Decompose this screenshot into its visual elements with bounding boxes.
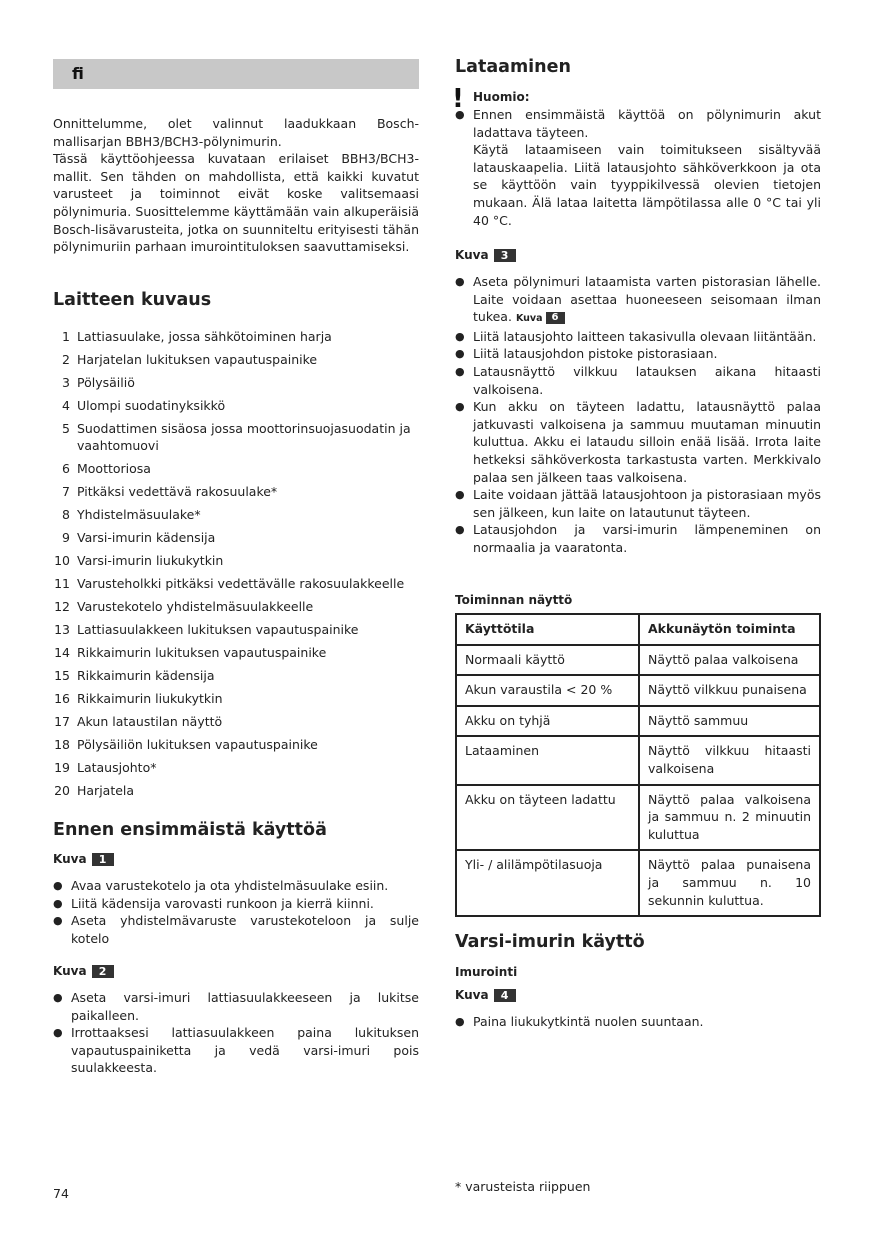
part-label: Pölysäiliö xyxy=(77,375,135,390)
part-number: 5 xyxy=(62,421,70,436)
mode-cell: Normaali käyttö xyxy=(456,645,639,676)
table-row xyxy=(456,675,820,706)
list-item: ● Laite voidaan jättää latausjohtoon ja pistorasiaan myös sen jälkeen, kun laite on latautunut täyteen. xyxy=(455,486,821,521)
figure-number: 2 xyxy=(92,965,114,978)
part-label: Rikkaimurin lukituksen vapautuspainike xyxy=(77,645,327,660)
list-item: ● Latausjohdon ja varsi-imurin lämpeneminen on normaalia ja vaaratonta. xyxy=(455,521,821,556)
figure-ref-1 xyxy=(53,852,114,866)
column-header: Käyttötila xyxy=(456,614,639,645)
fig1-bullet-list xyxy=(53,877,419,947)
usage-bullet-list xyxy=(455,1013,821,1031)
list-item xyxy=(455,106,821,229)
part-number: 15 xyxy=(54,668,70,683)
table-row xyxy=(456,736,820,784)
part-label: Moottoriosa xyxy=(77,461,151,476)
part-number: 2 xyxy=(62,352,70,367)
list-item: ● Liitä kädensija varovasti runkoon ja kierrä kiinni. xyxy=(53,895,419,913)
part-number: 20 xyxy=(54,783,70,798)
figure-label: Kuva xyxy=(53,852,87,866)
part-number: 13 xyxy=(54,622,70,637)
charging-bullet-list xyxy=(455,273,821,557)
figure-label: Kuva xyxy=(515,313,543,325)
indicator-cell: Näyttö vilkkuu punaisena xyxy=(639,675,820,706)
figure-number: 1 xyxy=(92,853,114,866)
part-label: Yhdistelmäsuulake* xyxy=(77,507,201,522)
list-item xyxy=(455,273,821,328)
part-number: 18 xyxy=(54,737,70,752)
indicator-cell: Näyttö palaa punaisena ja sammuu n. 10 sekunnin kuluttua. xyxy=(639,850,820,916)
part-item xyxy=(53,460,419,477)
part-label: Lattiasuulakkeen lukituksen vapautuspainike xyxy=(77,622,359,637)
part-label: Pitkäksi vedettävä rakosuulake* xyxy=(77,484,278,499)
first-use-heading: Ennen ensimmäistä käyttöä xyxy=(53,820,327,840)
part-item xyxy=(53,736,419,753)
part-item xyxy=(53,598,419,615)
part-number: 19 xyxy=(54,760,70,775)
indicator-cell: Näyttö sammuu xyxy=(639,706,820,737)
usage-subheading: Imurointi xyxy=(455,965,518,979)
figure-number: 4 xyxy=(494,989,516,1002)
language-code: fi xyxy=(72,64,84,83)
language-bar xyxy=(53,59,419,89)
page-number: 74 xyxy=(53,1186,69,1201)
mode-cell: Lataaminen xyxy=(456,736,639,784)
part-item xyxy=(53,420,419,454)
part-label: Rikkaimurin liukukytkin xyxy=(77,691,223,706)
indicator-cell: Näyttö palaa valkoisena xyxy=(639,645,820,676)
indicator-cell: Näyttö palaa valkoisena ja sammuu n. 2 minuutin kuluttua xyxy=(639,785,820,851)
fig2-bullet-list xyxy=(53,989,419,1077)
part-item xyxy=(53,690,419,707)
part-item xyxy=(53,552,419,569)
description-heading: Laitteen kuvaus xyxy=(53,290,212,310)
note-label: Huomio: xyxy=(473,90,530,104)
mode-cell: Yli- / alilämpötilasuoja xyxy=(456,850,639,916)
list-item: ● Aseta yhdistelmävaruste varustekoteloon ja sulje kotelo xyxy=(53,912,419,947)
part-label: Pölysäiliön lukituksen vapautuspainike xyxy=(77,737,318,752)
part-item xyxy=(53,506,419,523)
figure-number: 6 xyxy=(546,312,565,324)
figure-ref-2 xyxy=(53,964,114,978)
table-caption: Toiminnan näyttö xyxy=(455,593,573,607)
list-item: ● Irrottaaksesi lattiasuulakkeen paina lukituksen vapautuspainiketta ja vedä varsi-imuri pois suulakkeesta. xyxy=(53,1024,419,1077)
list-item: ● Paina liukukytkintä nuolen suuntaan. xyxy=(455,1013,821,1031)
part-number: 17 xyxy=(54,714,70,729)
list-item: ● Kun akku on täyteen ladattu, latausnäyttö palaa jatkuvasti valkoisena ja sammuu muutaman minuutin kuluttua. Akku ei lataudu silloin enää lisää. Irrota laite hetkeksi sähköverkosta tarkastusta varten. Merkkivalo palaa sen jälkeen taas valkoisena. xyxy=(455,398,821,486)
part-number: 6 xyxy=(62,461,70,476)
footnote: * varusteista riippuen xyxy=(455,1179,591,1194)
mode-cell: Akku on täyteen ladattu xyxy=(456,785,639,851)
part-label: Suodattimen sisäosa jossa moottorinsuojasuodatin ja vaahtomuovi xyxy=(77,421,411,453)
usage-heading: Varsi-imurin käyttö xyxy=(455,932,645,952)
part-item xyxy=(53,575,419,592)
column-header: Akkunäytön toiminta xyxy=(639,614,820,645)
part-label: Akun lataustilan näyttö xyxy=(77,714,223,729)
part-label: Varsi-imurin liukukytkin xyxy=(77,553,224,568)
exclamation-icon: ! xyxy=(452,84,464,114)
part-label: Harjatela xyxy=(77,783,135,798)
part-item xyxy=(53,759,419,776)
part-label: Harjatelan lukituksen vapautuspainike xyxy=(77,352,318,367)
table-header-row xyxy=(456,614,820,645)
list-item: ● Liitä latausjohdon pistoke pistorasiaan. xyxy=(455,345,821,363)
part-number: 9 xyxy=(62,530,70,545)
part-number: 7 xyxy=(62,484,70,499)
part-number: 12 xyxy=(54,599,70,614)
indicator-cell: Näyttö vilkkuu hitaasti valkoisena xyxy=(639,736,820,784)
part-label: Varusteholkki pitkäksi vedettävälle rakosuulakkeelle xyxy=(77,576,405,591)
figure-number: 3 xyxy=(494,249,516,262)
table-row xyxy=(456,706,820,737)
part-item xyxy=(53,483,419,500)
part-label: Varustekotelo yhdistelmäsuulakkeelle xyxy=(77,599,314,614)
list-item-text: Aseta pölynimuri lataamista varten pistorasian lähelle. Laite voidaan asettaa huoneeseen seisomaan ilman tukea. xyxy=(473,274,821,325)
figure-label: Kuva xyxy=(53,964,87,978)
table-row xyxy=(456,785,820,851)
figure-label: Kuva xyxy=(455,248,489,262)
part-label: Latausjohto* xyxy=(77,760,157,775)
part-item xyxy=(53,713,419,730)
list-item: ● Avaa varustekotelo ja ota yhdistelmäsuulake esiin. xyxy=(53,877,419,895)
mode-cell: Akku on tyhjä xyxy=(456,706,639,737)
part-label: Rikkaimurin kädensija xyxy=(77,668,215,683)
part-label: Ulompi suodatinyksikkö xyxy=(77,398,226,413)
note-text: ● Ennen ensimmäistä käyttöä on pölynimurin akut ladattava täyteen. xyxy=(473,107,821,140)
part-item xyxy=(53,529,419,546)
part-number: 10 xyxy=(54,553,70,568)
part-number: 1 xyxy=(62,329,70,344)
part-item xyxy=(53,351,419,368)
part-item xyxy=(53,621,419,638)
part-item xyxy=(53,782,419,799)
mode-cell: Akun varaustila < 20 % xyxy=(456,675,639,706)
part-item xyxy=(53,667,419,684)
figure-label: Kuva xyxy=(455,988,489,1002)
part-item xyxy=(53,397,419,414)
part-label: Lattiasuulake, jossa sähkötoiminen harja xyxy=(77,329,332,344)
part-label: Varsi-imurin kädensija xyxy=(77,530,216,545)
table-row xyxy=(456,850,820,916)
part-number: 11 xyxy=(54,576,70,591)
list-item: ● Aseta varsi-imuri lattiasuulakkeeseen ja lukitse paikalleen. xyxy=(53,989,419,1024)
display-table xyxy=(455,613,821,917)
part-number: 14 xyxy=(54,645,70,660)
list-item: ● Latausnäyttö vilkkuu latauksen aikana hitaasti valkoisena. xyxy=(455,363,821,398)
part-number: 4 xyxy=(62,398,70,413)
intro-paragraph: Onnittelumme, olet valinnut laadukkaan Bosch-mallisarjan BBH3/BCH3-pölynimurin. xyxy=(53,116,419,149)
parts-list xyxy=(53,328,419,805)
intro-paragraph: Tässä käyttöohjeessa kuvataan erilaiset BBH3/BCH3-mallit. Sen tähden on mahdollista, että kaikki kuvatut varusteet ja toiminnot eivät koske valitsemaasi pölynimuria. Suosittelemme käyttämään vain alkuperäisiä Bosch-lisävarusteita, jotka on suunniteltu erityisesti tähän pölynimuriin parhaan imurointituloksen saavuttamiseksi. xyxy=(53,151,419,255)
intro-text xyxy=(53,115,419,256)
part-number: 3 xyxy=(62,375,70,390)
part-item xyxy=(53,328,419,345)
part-item xyxy=(53,644,419,661)
list-item: ● Liitä latausjohto laitteen takasivulla olevaan liitäntään. xyxy=(455,328,821,346)
part-number: 16 xyxy=(54,691,70,706)
figure-ref-3 xyxy=(455,248,516,262)
note-list xyxy=(455,106,821,229)
part-number: 8 xyxy=(62,507,70,522)
charging-heading: Lataaminen xyxy=(455,57,571,77)
table-row xyxy=(456,645,820,676)
part-item xyxy=(53,374,419,391)
figure-ref-4 xyxy=(455,988,516,1002)
note-text-2: Käytä lataamiseen vain toimitukseen sisältyvää latauskaapelia. Liitä latausjohto sähköverkkoon ja ota se käyttöön vain tyyppikilvessä olevien tietojen mukaan. Älä lataa laitetta lämpötilassa alle 0 °C tai yli 40 °C. xyxy=(473,142,821,228)
